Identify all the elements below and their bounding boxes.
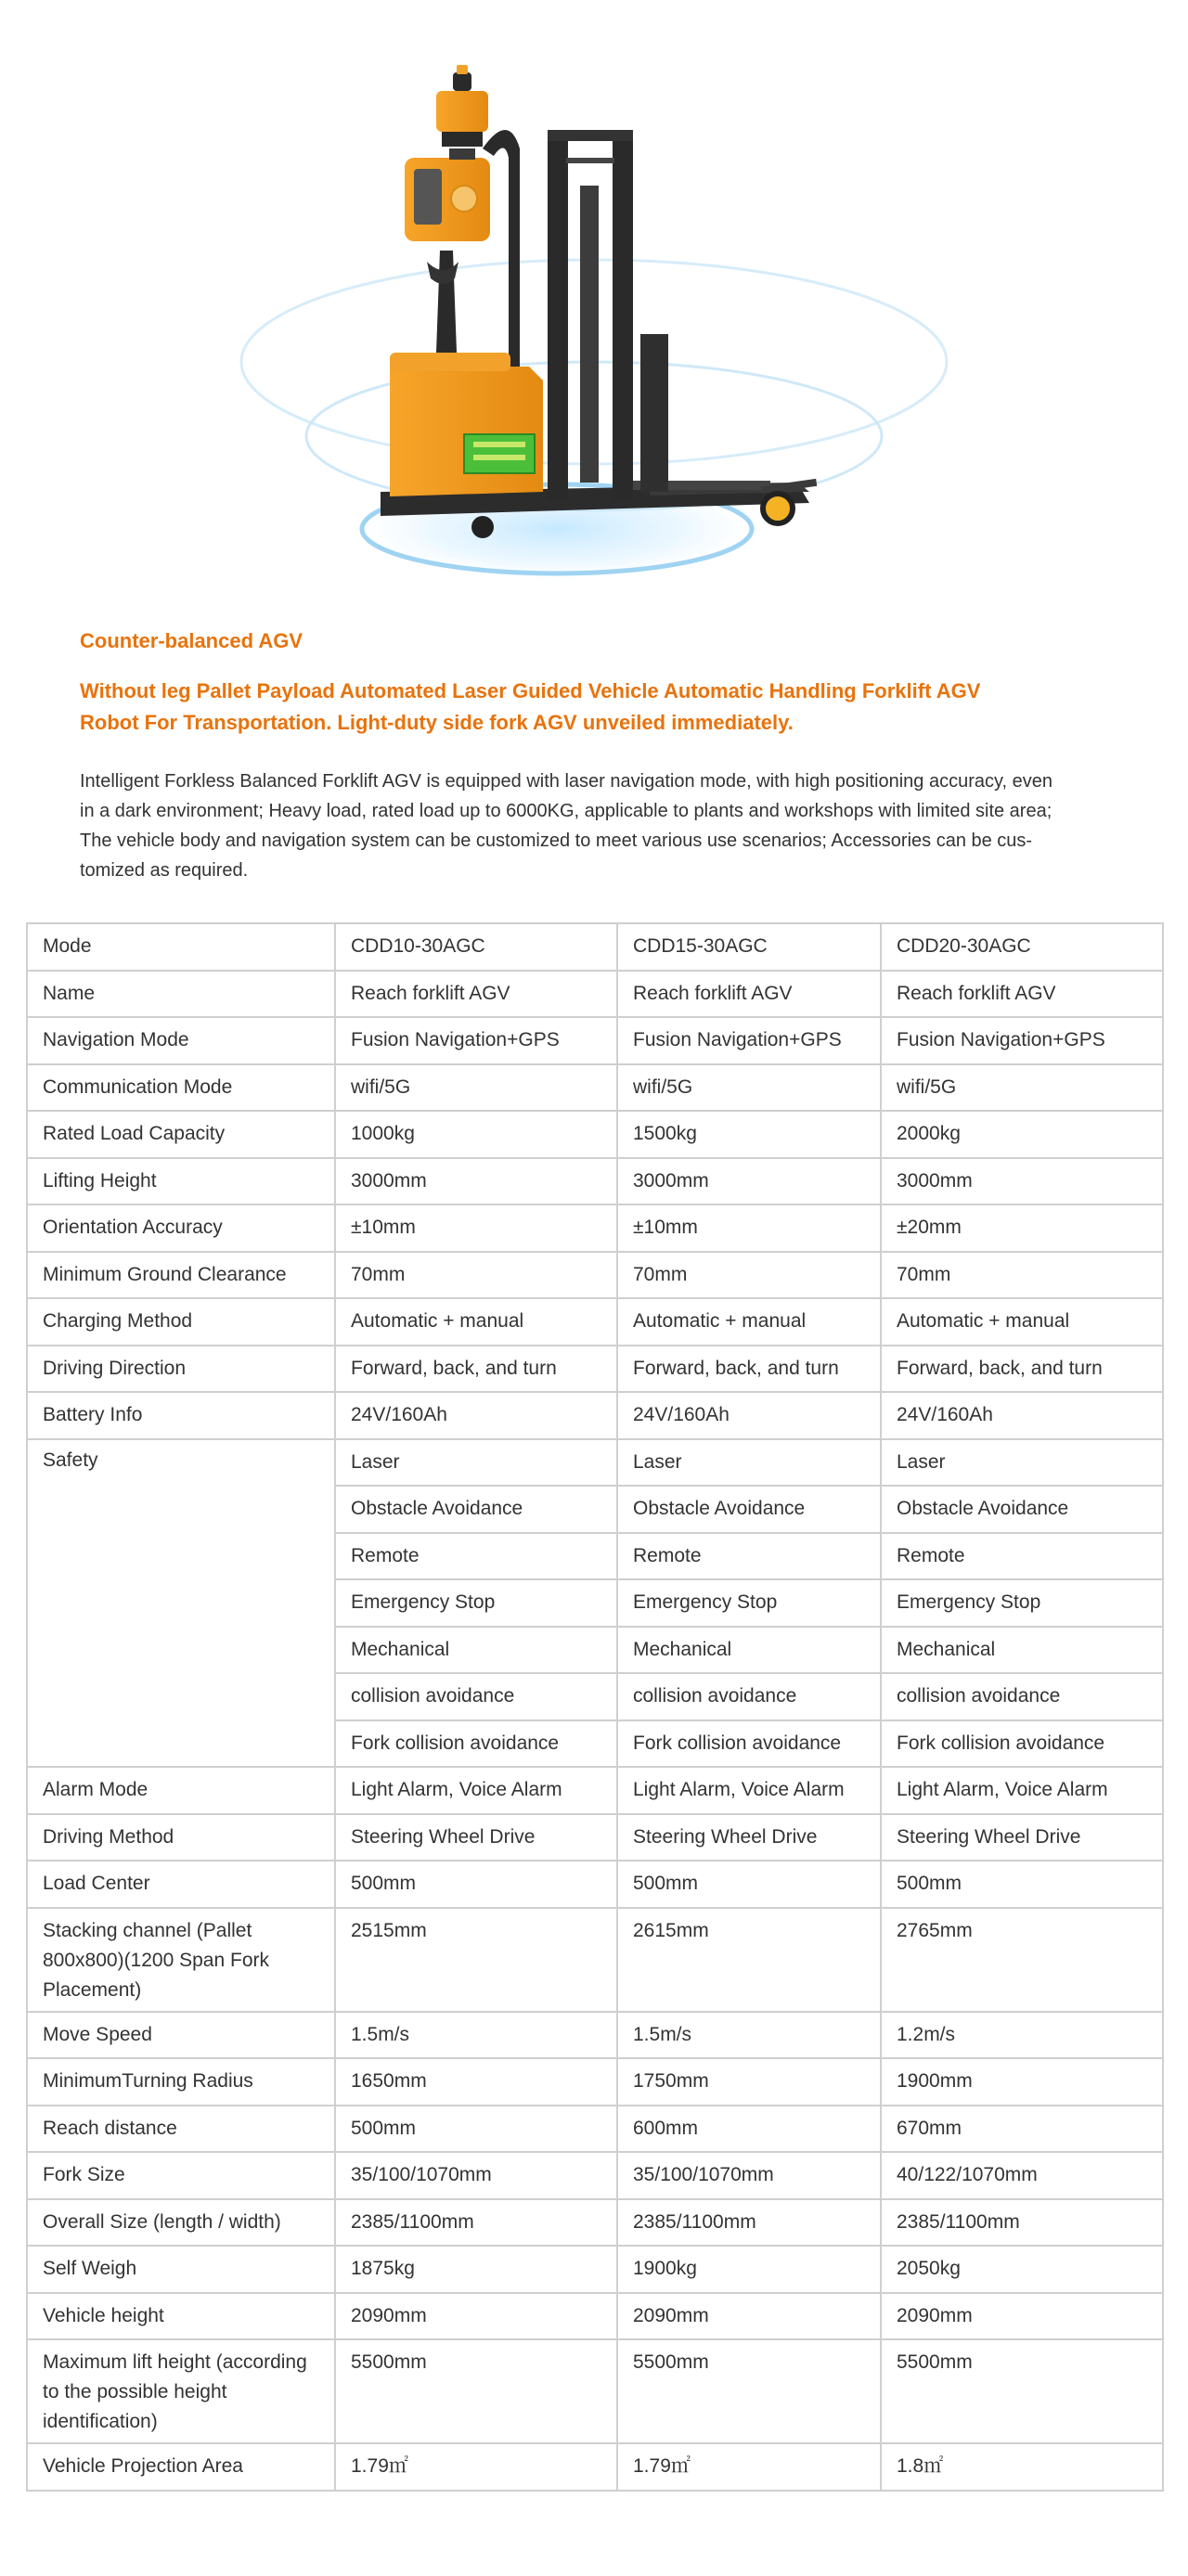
table-row <box>27 1204 1163 1252</box>
table-cell: Remote <box>617 1533 881 1580</box>
table-cell: 1.5m/s <box>335 2012 617 2059</box>
row-label: Orientation Accuracy <box>27 1204 335 1252</box>
table-row <box>27 1017 1163 1064</box>
table-cell: 35/100/1070mm <box>617 2152 881 2199</box>
table-cell: 70mm <box>881 1252 1163 1299</box>
table-cell: ±20mm <box>881 1204 1163 1252</box>
table-cell: Steering Wheel Drive <box>617 1814 881 1861</box>
table-cell: Laser <box>881 1439 1163 1487</box>
table-row <box>27 1908 1163 2012</box>
row-label: Communication Mode <box>27 1064 335 1112</box>
table-row <box>27 923 1163 971</box>
table-cell: ±10mm <box>617 1204 881 1252</box>
table-cell: 3000mm <box>335 1158 617 1205</box>
row-label: Fork Size <box>27 2152 335 2199</box>
table-cell: Reach forklift AGV <box>617 971 881 1018</box>
table-cell: Reach forklift AGV <box>335 971 617 1018</box>
table-row <box>27 2443 1163 2491</box>
headline-line: Without leg Pallet Payload Automated Laser Guided Vehicle Automatic Handling Forklift AGV <box>80 679 981 702</box>
row-label: Overall Size (length / width) <box>27 2199 335 2247</box>
table-cell: 5500mm <box>881 2339 1163 2443</box>
table-cell: Automatic + manual <box>335 1298 617 1346</box>
table-cell: Emergency Stop <box>335 1579 617 1627</box>
product-headline <box>80 676 1082 739</box>
row-label: Minimum Ground Clearance <box>27 1252 335 1299</box>
table-cell: 35/100/1070mm <box>335 2152 617 2199</box>
table-cell: wifi/5G <box>335 1064 617 1112</box>
description-line: Intelligent Forkless Balanced Forklift AGV is equipped with laser navigation mode, with high positioning accuracy, even <box>80 771 1052 792</box>
table-cell: collision avoidance <box>335 1673 617 1720</box>
table-cell: Automatic + manual <box>617 1298 881 1346</box>
table-cell: Light Alarm, Voice Alarm <box>617 1767 881 1814</box>
table-row <box>27 1392 1163 1439</box>
table-cell: 2385/1100mm <box>617 2199 881 2247</box>
table-cell: Remote <box>881 1533 1163 1580</box>
table-cell: 24V/160Ah <box>617 1392 881 1439</box>
spec-table <box>26 922 1164 2492</box>
table-cell: 70mm <box>335 1252 617 1299</box>
table-cell: Emergency Stop <box>881 1579 1163 1627</box>
table-cell: 1.2m/s <box>881 2012 1163 2059</box>
row-label: Stacking channel (Pallet 800x800)(1200 Span Fork Placement) <box>27 1908 335 2012</box>
table-cell: collision avoidance <box>617 1673 881 1720</box>
table-cell: 1.8㎡ <box>881 2443 1163 2491</box>
table-row <box>27 1346 1163 1393</box>
row-label: Reach distance <box>27 2106 335 2153</box>
table-row <box>27 2199 1163 2247</box>
table-cell: 500mm <box>617 1861 881 1908</box>
table-cell: 2385/1100mm <box>881 2199 1163 2247</box>
table-row <box>27 2012 1163 2059</box>
table-cell: Forward, back, and turn <box>335 1346 617 1393</box>
table-cell: 2515mm <box>335 1908 617 2012</box>
table-cell: 1750mm <box>617 2058 881 2106</box>
product-category-label: Counter-balanced AGV <box>80 629 303 652</box>
product-description <box>80 766 1082 885</box>
row-label: Safety <box>27 1439 335 1768</box>
table-cell: 2090mm <box>335 2293 617 2340</box>
table-row <box>27 1298 1163 1346</box>
table-row <box>27 1252 1163 1299</box>
table-row <box>27 2293 1163 2340</box>
table-cell: Fork collision avoidance <box>881 1720 1163 1768</box>
table-cell: 2090mm <box>617 2293 881 2340</box>
row-label: Driving Direction <box>27 1346 335 1393</box>
product-intro <box>80 627 1082 885</box>
product-hero-image <box>0 0 1188 612</box>
table-cell: Reach forklift AGV <box>881 971 1163 1018</box>
table-cell: 1000kg <box>335 1111 617 1158</box>
table-cell: Forward, back, and turn <box>881 1346 1163 1393</box>
row-label: Alarm Mode <box>27 1767 335 1814</box>
table-cell: 500mm <box>335 2106 617 2153</box>
row-label: Self Weigh <box>27 2246 335 2293</box>
table-cell: 3000mm <box>881 1158 1163 1205</box>
table-cell: 500mm <box>335 1861 617 1908</box>
table-cell: 2765mm <box>881 1908 1163 2012</box>
table-row <box>27 2058 1163 2106</box>
table-cell: 1900mm <box>881 2058 1163 2106</box>
description-line: in a dark environment; Heavy load, rated load up to 6000KG, applicable to plants and workshops with limited site area; <box>80 801 1052 821</box>
table-row <box>27 1111 1163 1158</box>
table-cell: Fork collision avoidance <box>335 1720 617 1768</box>
table-cell: Obstacle Avoidance <box>881 1486 1163 1533</box>
table-cell: Obstacle Avoidance <box>335 1486 617 1533</box>
description-line: The vehicle body and navigation system can be customized to meet various use scenarios; Accessories can be cus- <box>80 831 1033 851</box>
table-cell: 5500mm <box>617 2339 881 2443</box>
row-label: Name <box>27 971 335 1018</box>
table-cell: Remote <box>335 1533 617 1580</box>
table-cell: 2385/1100mm <box>335 2199 617 2247</box>
table-row <box>27 1439 1163 1487</box>
row-label: Driving Method <box>27 1814 335 1861</box>
table-cell: 1500kg <box>617 1111 881 1158</box>
table-cell: 2000kg <box>881 1111 1163 1158</box>
table-cell: Mechanical <box>881 1627 1163 1674</box>
table-row <box>27 2246 1163 2293</box>
table-cell: 5500mm <box>335 2339 617 2443</box>
table-cell: 1875kg <box>335 2246 617 2293</box>
table-row <box>27 1767 1163 1814</box>
table-cell: Steering Wheel Drive <box>335 1814 617 1861</box>
table-cell: Fusion Navigation+GPS <box>881 1017 1163 1064</box>
headline-line: Robot For Transportation. Light-duty side fork AGV unveiled immediately. <box>80 711 794 734</box>
row-label: Battery Info <box>27 1392 335 1439</box>
row-label: Vehicle Projection Area <box>27 2443 335 2491</box>
table-cell: Fork collision avoidance <box>617 1720 881 1768</box>
table-cell: CDD10-30AGC <box>335 923 617 971</box>
table-row <box>27 2106 1163 2153</box>
table-cell: 24V/160Ah <box>881 1392 1163 1439</box>
row-label: Vehicle height <box>27 2293 335 2340</box>
table-row <box>27 1861 1163 1908</box>
table-cell: 2090mm <box>881 2293 1163 2340</box>
table-cell: 600mm <box>617 2106 881 2153</box>
table-cell: wifi/5G <box>881 1064 1163 1112</box>
table-row <box>27 971 1163 1018</box>
table-cell: Obstacle Avoidance <box>617 1486 881 1533</box>
description-line: tomized as required. <box>80 860 249 881</box>
row-label: Mode <box>27 923 335 971</box>
table-cell: 1.79㎡ <box>617 2443 881 2491</box>
table-cell: Emergency Stop <box>617 1579 881 1627</box>
table-cell: Fusion Navigation+GPS <box>617 1017 881 1064</box>
table-cell: CDD20-30AGC <box>881 923 1163 971</box>
table-cell: 1.5m/s <box>617 2012 881 2059</box>
table-cell: Mechanical <box>335 1627 617 1674</box>
table-row <box>27 2152 1163 2199</box>
table-cell: Laser <box>335 1439 617 1487</box>
table-cell: Laser <box>617 1439 881 1487</box>
table-row <box>27 2339 1163 2443</box>
table-cell: Mechanical <box>617 1627 881 1674</box>
table-row <box>27 1158 1163 1205</box>
row-label: Maximum lift height (according to the possible height identification) <box>27 2339 335 2443</box>
table-cell: Light Alarm, Voice Alarm <box>335 1767 617 1814</box>
row-label: Load Center <box>27 1861 335 1908</box>
table-cell: Fusion Navigation+GPS <box>335 1017 617 1064</box>
table-cell: 2050kg <box>881 2246 1163 2293</box>
row-label: MinimumTurning Radius <box>27 2058 335 2106</box>
forklift-agv-product-icon <box>0 0 1188 612</box>
table-cell: ±10mm <box>335 1204 617 1252</box>
table-cell: 1650mm <box>335 2058 617 2106</box>
table-cell: 500mm <box>881 1861 1163 1908</box>
table-row <box>27 1064 1163 1112</box>
table-cell: 1900kg <box>617 2246 881 2293</box>
table-cell: 70mm <box>617 1252 881 1299</box>
table-cell: 40/122/1070mm <box>881 2152 1163 2199</box>
table-row <box>27 1814 1163 1861</box>
table-cell: 24V/160Ah <box>335 1392 617 1439</box>
table-cell: 2615mm <box>617 1908 881 2012</box>
row-label: Navigation Mode <box>27 1017 335 1064</box>
table-cell: 3000mm <box>617 1158 881 1205</box>
table-cell: Steering Wheel Drive <box>881 1814 1163 1861</box>
row-label: Lifting Height <box>27 1158 335 1205</box>
table-cell: CDD15-30AGC <box>617 923 881 971</box>
table-cell: 1.79㎡ <box>335 2443 617 2491</box>
table-cell: Forward, back, and turn <box>617 1346 881 1393</box>
table-cell: 670mm <box>881 2106 1163 2153</box>
table-cell: Automatic + manual <box>881 1298 1163 1346</box>
table-cell: Light Alarm, Voice Alarm <box>881 1767 1163 1814</box>
row-label: Move Speed <box>27 2012 335 2059</box>
row-label: Charging Method <box>27 1298 335 1346</box>
row-label: Rated Load Capacity <box>27 1111 335 1158</box>
table-cell: collision avoidance <box>881 1673 1163 1720</box>
table-cell: wifi/5G <box>617 1064 881 1112</box>
